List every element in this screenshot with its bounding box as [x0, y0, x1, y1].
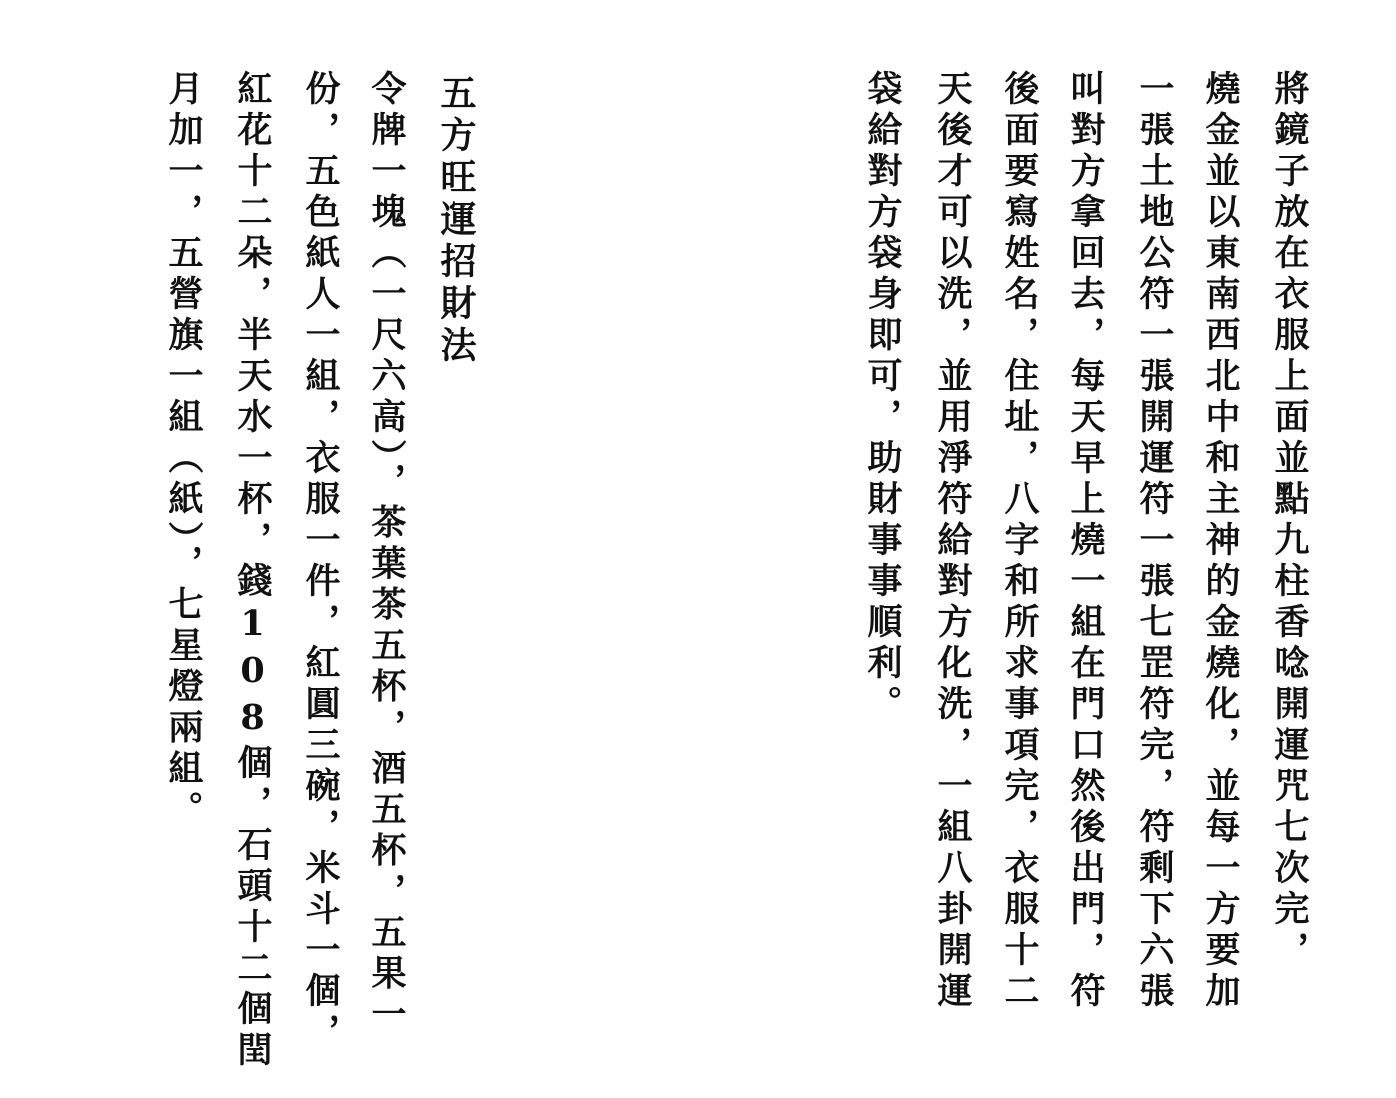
text-column-7: 袋給對方袋身即可，助財事事順利。 — [862, 70, 903, 726]
text-column-6: 天後才可以洗，並用淨符給對方化洗，一組八卦開運 — [932, 70, 973, 1013]
text-column-5: 後面要寫姓名，住址，八字和所求事項完，衣服十二 — [999, 70, 1040, 1013]
text-column-3: 紅花十二朵，半天水一杯，錢108個，石頭十二個閏 — [232, 70, 273, 1072]
text-column-2: 燒金並以東南西北中和主神的金燒化，並每一方要加 — [1200, 70, 1241, 1013]
text-column-2: 份，五色紙人一組，衣服一件，紅圓三碗，米斗一個， — [300, 70, 341, 1054]
text-column-1: 令牌一塊（一尺六高），茶葉茶五杯，酒五杯，五果一 — [366, 70, 407, 1037]
right-page — [700, 0, 1396, 1098]
text-column-4: 叫對方拿回去，每天早上燒一組在門口然後出門，符 — [1065, 70, 1106, 1013]
text-column-3: 一張土地公符一張開運符一張七罡符完，符剩下六張 — [1134, 70, 1175, 1013]
section-heading: 五方旺運招財法 — [435, 74, 477, 368]
text-column-1: 將鏡子放在衣服上面並點九柱香唸開運咒七次完， — [1269, 70, 1310, 972]
text-column-4: 月加一，五營旗一組（紙），七星燈兩組。 — [163, 70, 204, 832]
